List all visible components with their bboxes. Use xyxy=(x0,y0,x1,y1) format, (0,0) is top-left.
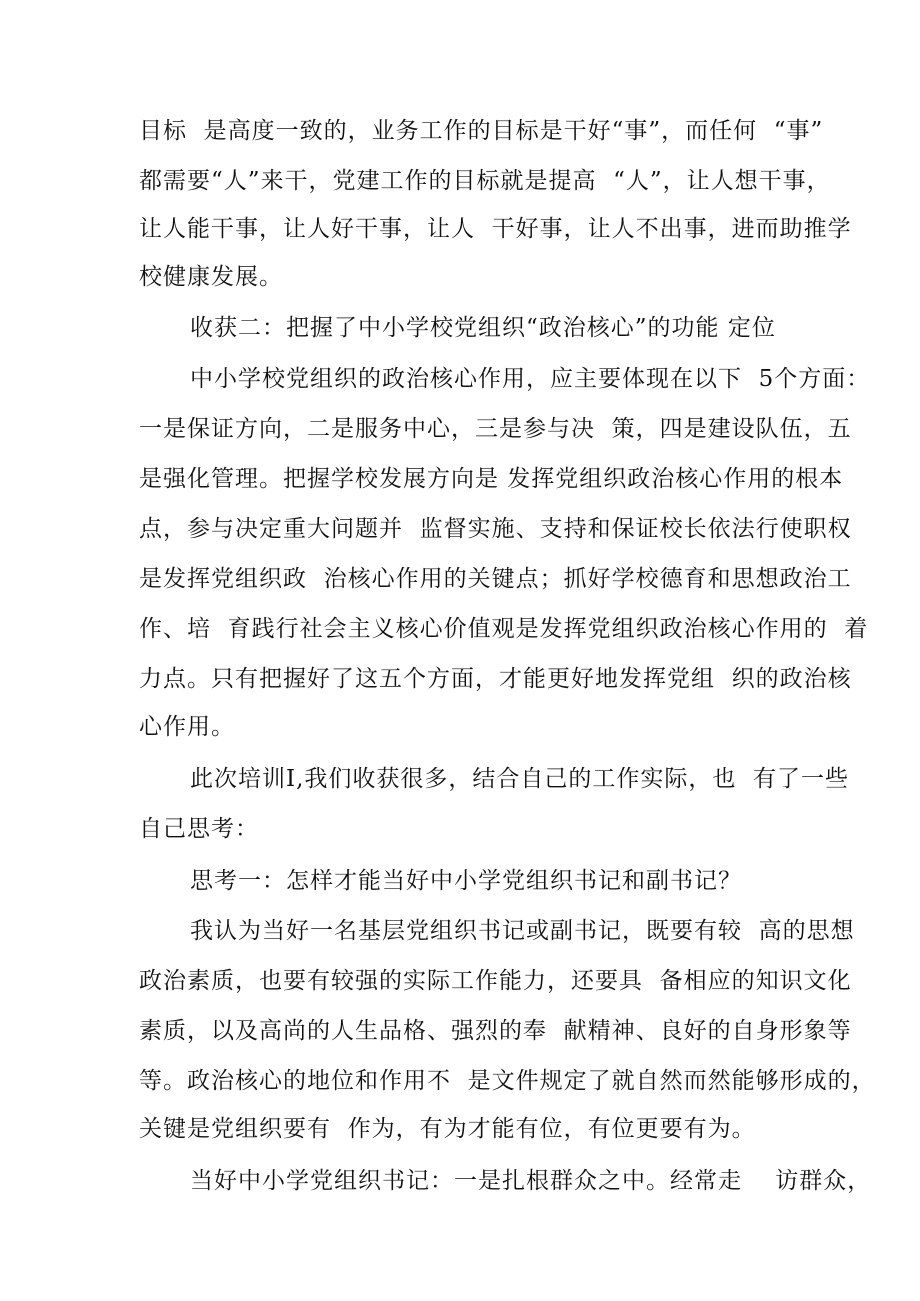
text-line: 心作用。 xyxy=(139,714,235,740)
section-heading: 收获二：把握了中小学校党组织“政治核心”的功能 定位 xyxy=(190,315,776,341)
text-line: 目标 是高度一致的，业务工作的目标是干好“事”，而任何 “事” xyxy=(139,118,824,144)
text-line: 我认为当好一名基层党组织书记或副书记，既要有较 高的思想 xyxy=(190,918,855,944)
text-line: 政治素质，也要有较强的实际工作能力，还要具 备相应的知识文化 xyxy=(139,968,852,994)
text-line: 素质，以及高尚的人生品格、强烈的奉 献精神、良好的自身形象等 xyxy=(139,1018,852,1044)
text-line: 校健康发展。 xyxy=(139,264,283,290)
text-line: 关键是党组织要有 作为，有为才能有位，有位更要有为。 xyxy=(139,1116,756,1142)
text-line: 力点。只有把握好了这五个方面，才能更好地发挥党组 织的政治核 xyxy=(139,666,852,692)
text-line: 点，参与决定重大问题并 监督实施、支持和保证校长依法行使职权 xyxy=(139,516,852,542)
text-line: 让人能干事，让人好干事，让人 干好事，让人不出事，进而助推学 xyxy=(139,216,852,242)
text-line: 中小学校党组织的政治核心作用，应主要体现在以下 5个方面： xyxy=(190,366,871,392)
text-line: 是发挥党组织政 治核心作用的关键点；抓好学校德育和思想政治工 xyxy=(139,566,852,592)
text-line: 都需要“人”来干，党建工作的目标就是提高 “人”，让人想干事， xyxy=(139,168,831,194)
text-line: 自己思考： xyxy=(139,816,259,842)
text-line: 此次培训I,我们收获很多，结合自己的工作实际，也 有了一些 xyxy=(190,766,850,792)
text-line: 作、培 育践行社会主义核心价值观是发挥党组织政治核心作用的 着 xyxy=(139,616,869,642)
text-line: 一是保证方向，二是服务中心，三是参与决 策，四是建设队伍，五 xyxy=(139,416,852,442)
text-line: 是强化管理。把握学校发展方向是 发挥党组织政治核心作用的根本 xyxy=(139,466,844,492)
section-heading: 思考一：怎样才能当好中小学党组织书记和副书记？ xyxy=(190,868,742,894)
text-line: 等。政治核心的地位和作用不 是文件规定了就自然而然能够形成的， xyxy=(139,1068,876,1094)
text-line: 当好中小学党组织书记：一是扎根群众之中。经常走 访群众， xyxy=(190,1168,872,1194)
